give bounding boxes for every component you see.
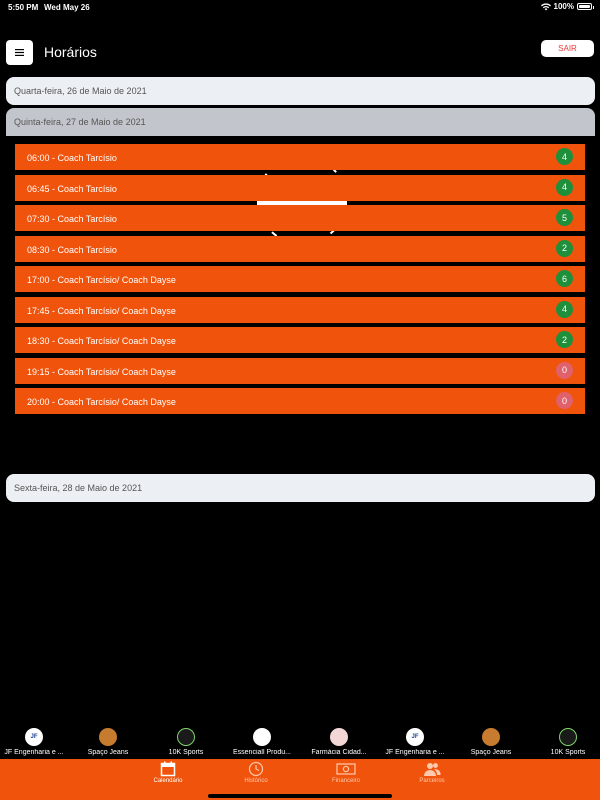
tab-history[interactable]: [226, 761, 286, 784]
partner-name: Spaço Jeans: [470, 749, 512, 756]
partner-item[interactable]: [224, 728, 300, 756]
partner-logo: [559, 728, 577, 746]
slot-label: 20:00 - Coach Tarcísio/ Coach Dayse: [27, 397, 176, 407]
slot-count-badge: 4: [556, 179, 573, 196]
time-slot[interactable]: [15, 388, 585, 414]
slot-count-badge: 2: [556, 240, 573, 257]
time-slot[interactable]: [15, 144, 585, 170]
slot-count-badge: 0: [556, 362, 573, 379]
time-slot[interactable]: [15, 175, 585, 201]
time-slot[interactable]: [15, 297, 585, 323]
partner-name: 10K Sports: [168, 749, 204, 756]
slot-count-badge: 2: [556, 331, 573, 348]
status-time: 5:50 PM: [8, 3, 39, 12]
day-header-friday[interactable]: Sexta-feira, 28 de Maio de 2021: [6, 474, 595, 502]
partner-name: Spaço Jeans: [87, 749, 129, 756]
partner-logo: [253, 728, 271, 746]
partner-item[interactable]: [377, 728, 453, 756]
status-bar: [0, 0, 600, 14]
tab-calendar[interactable]: [138, 761, 198, 784]
logout-button[interactable]: SAIR: [541, 40, 594, 57]
partner-item[interactable]: [301, 728, 377, 756]
slot-label: 06:00 - Coach Tarcísio: [27, 153, 117, 163]
partner-name: Farmácia Cidad...: [311, 749, 367, 756]
slot-label: 07:30 - Coach Tarcísio: [27, 214, 117, 224]
slot-label: 08:30 - Coach Tarcísio: [27, 244, 117, 255]
time-slot[interactable]: [15, 205, 585, 231]
tab-label: Histórico: [244, 778, 268, 784]
tab-label: Financeiro: [331, 778, 360, 784]
partner-logo: [482, 728, 500, 746]
slot-count-badge: 4: [556, 301, 573, 318]
partner-item[interactable]: [530, 728, 600, 756]
partner-logo: JF: [25, 728, 43, 746]
partner-item[interactable]: [70, 728, 146, 756]
people-icon: [423, 761, 441, 777]
battery-percent: 100%: [553, 2, 574, 11]
menu-button[interactable]: [6, 40, 33, 65]
clock-icon: [248, 761, 264, 777]
status-right: [541, 2, 592, 11]
tab-label: Calendário: [153, 778, 183, 784]
slot-list: [15, 144, 585, 419]
slot-label: 17:00 - Coach Tarcísio/ Coach Dayse: [27, 275, 176, 285]
money-icon: [336, 761, 356, 777]
status-date: Wed May 26: [44, 3, 90, 12]
partner-name: JF Engenharia e ...: [385, 749, 445, 756]
time-slot[interactable]: [15, 327, 585, 353]
time-slot[interactable]: [15, 236, 585, 262]
tab-label: Parceiros: [419, 778, 445, 784]
slot-count-badge: 5: [556, 209, 573, 226]
partner-name: 10K Sports: [550, 749, 586, 756]
tab-financial[interactable]: [316, 761, 376, 784]
partner-logo: [177, 728, 195, 746]
partner-name: Essenciall Produ...: [233, 749, 291, 756]
slot-label: 17:45 - Coach Tarcísio/ Coach Dayse: [27, 305, 176, 316]
wifi-icon: [541, 3, 551, 11]
partner-item[interactable]: [0, 728, 72, 756]
partner-item[interactable]: [453, 728, 529, 756]
battery-icon: [577, 3, 592, 10]
slot-label: 06:45 - Coach Tarcísio: [27, 183, 117, 194]
day-header-wednesday[interactable]: Quarta-feira, 26 de Maio de 2021: [6, 77, 595, 105]
battery-fill: [579, 5, 590, 8]
slot-count-badge: 4: [556, 148, 573, 165]
slot-label: 18:30 - Coach Tarcísio/ Coach Dayse: [27, 336, 176, 346]
partner-logo: [330, 728, 348, 746]
day-header-thursday[interactable]: Quinta-feira, 27 de Maio de 2021: [6, 108, 595, 136]
partners-strip: [0, 728, 600, 758]
slot-label: 19:15 - Coach Tarcísio/ Coach Dayse: [27, 366, 176, 377]
time-slot[interactable]: [15, 266, 585, 292]
partner-name: JF Engenharia e ...: [4, 749, 64, 756]
slot-count-badge: 0: [556, 392, 573, 409]
partner-logo: JF: [406, 728, 424, 746]
slot-count-badge: 6: [556, 270, 573, 287]
home-indicator: [208, 794, 392, 798]
partner-item[interactable]: [148, 728, 224, 756]
partner-logo: [99, 728, 117, 746]
page-title: Horários: [44, 44, 97, 60]
hamburger-icon: [15, 49, 24, 56]
calendar-icon: [160, 761, 176, 777]
time-slot[interactable]: [15, 358, 585, 384]
tab-partners[interactable]: [402, 761, 462, 784]
